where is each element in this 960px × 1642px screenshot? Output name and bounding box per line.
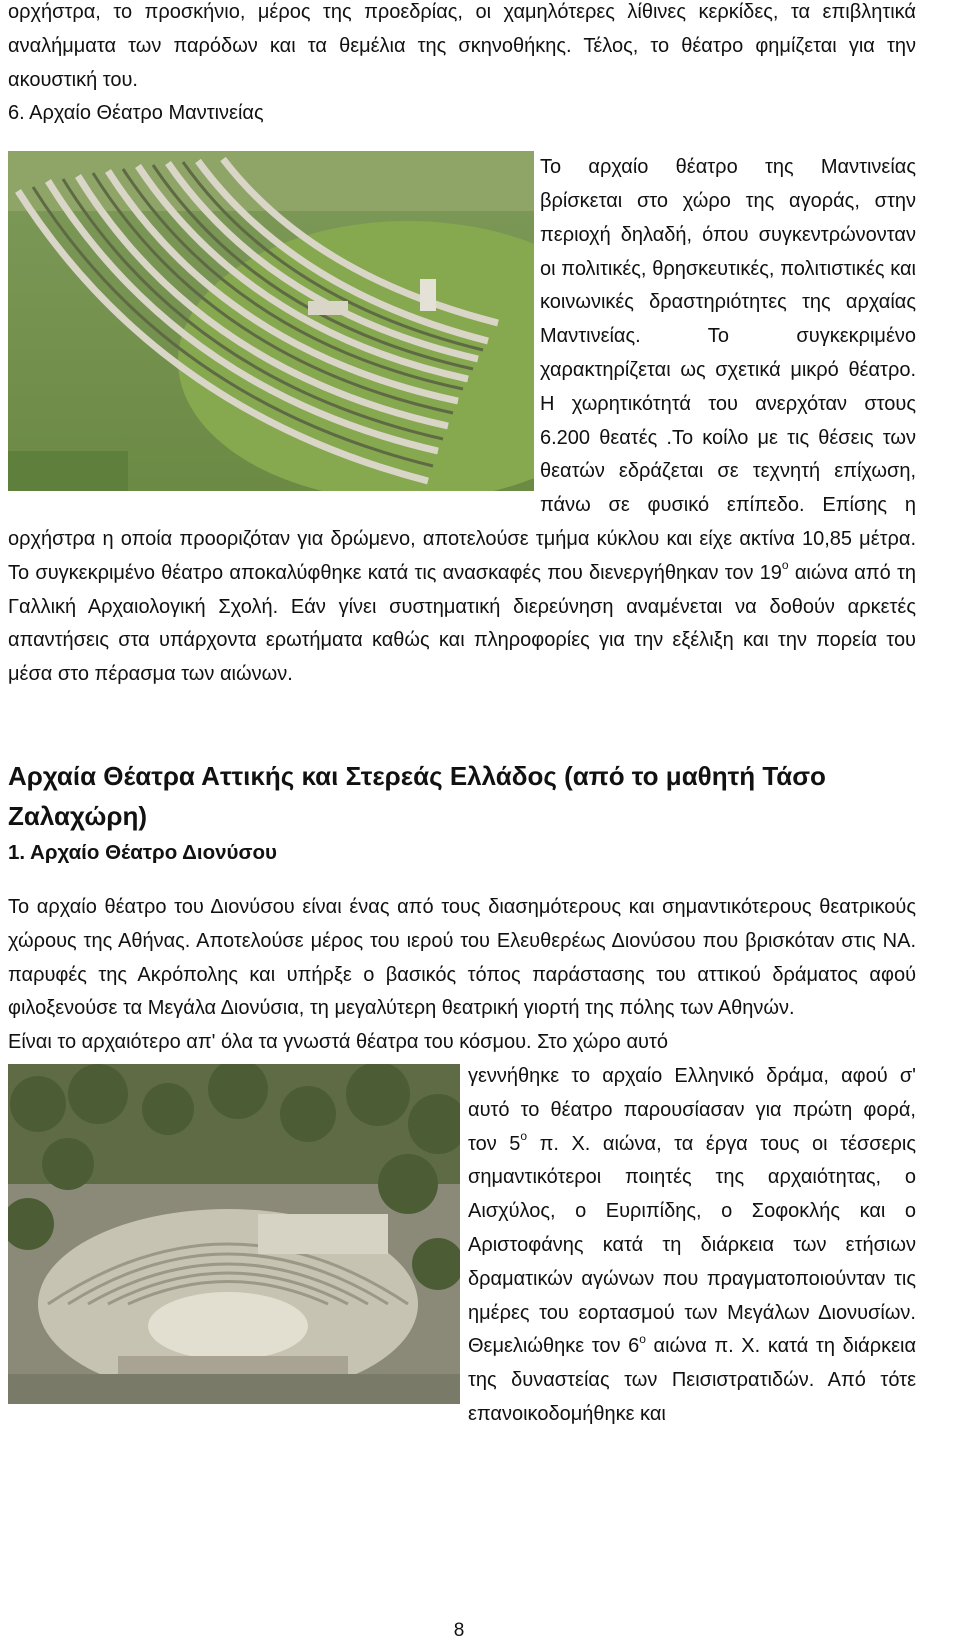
mantineia-text-cont: αιώνα από τη Γαλλική Αρχαιολογική Σχολή. Εάν γίνει συστηματική διερεύνηση αναμένεται να δοθούν αρκετές απαντήσεις στα υπάρχοντα ερωτήματα καθώς και πληροφορίες για την εξέλιξη και την πορεία του μέσα στο πέρασμα των αιώνων. xyxy=(8,561,916,686)
section-heading-mantineia: 6. Αρχαίο Θέατρο Μαντινείας xyxy=(8,102,264,125)
dionysus-paragraph-1: Το αρχαίο θέατρο του Διονύσου είναι ένας από τους διασημότερους και σημαντικότερους θεατρικούς χώρους της Αθήνας. Αποτελούσε μέρος του ιερού του Ελευθερέως Διονύσου που βρισκόταν στις ΝΑ. παρυφές της Ακρόπολης και υπήρξε ο βασικός τόπος παράστασης του αττικού δράματος αφού φιλοξενούσε τα Μεγάλα Διονύσια, τη μεγαλύτερη θεατρική γιορτή της πόλης των Αθηνών. xyxy=(8,895,916,1020)
subsection-heading-dionysus: 1. Αρχαίο Θέατρο Διονύσου xyxy=(8,840,277,864)
mantineia-text: Το αρχαίο θέατρο της Μαντινείας βρίσκεται στο χώρο της αγοράς, στην περιοχή δηλαδή, όπου συγκεντρώνονταν οι πολιτικές, θρησκευτικές, πολιτιστικές και κοινωνικές δραστηριότητες της αρχαίας Μαντινείας. Το συγκεκριμένο χαρακτηρίζεται ως σχετικά μικρό θέατρο. Η χωρητικότητά του ανερχόταν στους 6.200 θεατές .Το κοίλο με τις θέσεις των θεατών εδράζεται σε τεχνητή επίχωση, πάνω σε φυσικό επίπεδο. Επίσης η ορχήστρα η οποία προοριζόταν για δρώμενο, αποτελούσε τμήμα κύκλου και είχε ακτίνα 10,85 μέτρα. Το συγκεκριμένο θέατρο αποκαλύφθηκε κατά τις ανασκαφές που διενεργήθηκαν τον 19 xyxy=(8,156,916,584)
part-title: Αρχαία Θέατρα Αττικής και Στερεάς Ελλάδος (από το μαθητή Τάσο Ζαλαχώρη) xyxy=(8,760,826,831)
dionysus-text-b: γεννήθηκε το αρχαίο Ελληνικό δράμα, αφού σ' αυτό το θέατρο παρουσίασαν για πρώτη φορά, τον 5 xyxy=(468,1064,916,1155)
superscript-o: ο xyxy=(639,1331,646,1346)
dionysus-text-d: αιώνα π. Χ. κατά τη διάρκεια της δυναστείας των Πεισιστρατιδών. Από τότε επανοικοδομήθηκε και xyxy=(468,1335,917,1425)
intro-paragraph: ορχήστρα, το προσκήνιο, μέρος της προεδρίας, οι χαμηλότερες λίθινες κερκίδες, τα επιβλητικά αναλήμματα των παρόδων και τα θεμέλια της σκηνοθήκης. Τέλος, το θέατρο φημίζεται για την ακουστική του. xyxy=(8,1,916,91)
page-number: 8 xyxy=(453,1620,465,1641)
superscript-o: ο xyxy=(781,558,789,573)
dionysus-theater-photo xyxy=(8,1064,460,1404)
dionysus-paragraph-2a: Είναι το αρχαιότερο απ' όλα τα γνωστά θέατρα του κόσμου. Στο χώρο αυτό xyxy=(8,1031,668,1054)
superscript-o: ο xyxy=(520,1128,528,1143)
dionysus-text-c: π. Χ. αιώνα, τα έργα τους οι τέσσερις σημαντικότεροι ποιητές της αρχαιότητας, ο Αισχύλος, ο Ευριπίδης, ο Σοφοκλής και ο Αριστοφάνης κατά τη διάρκεια των ετήσιων δραματικών αγώνων που πραγματοποιούνταν τις ημέρες του εορτασμού των Μεγάλων Διονυσίων. Θεμελιώθηκε τον 6 xyxy=(468,1132,917,1358)
document-page xyxy=(8,0,916,1432)
mantineia-theater-photo xyxy=(8,151,534,491)
